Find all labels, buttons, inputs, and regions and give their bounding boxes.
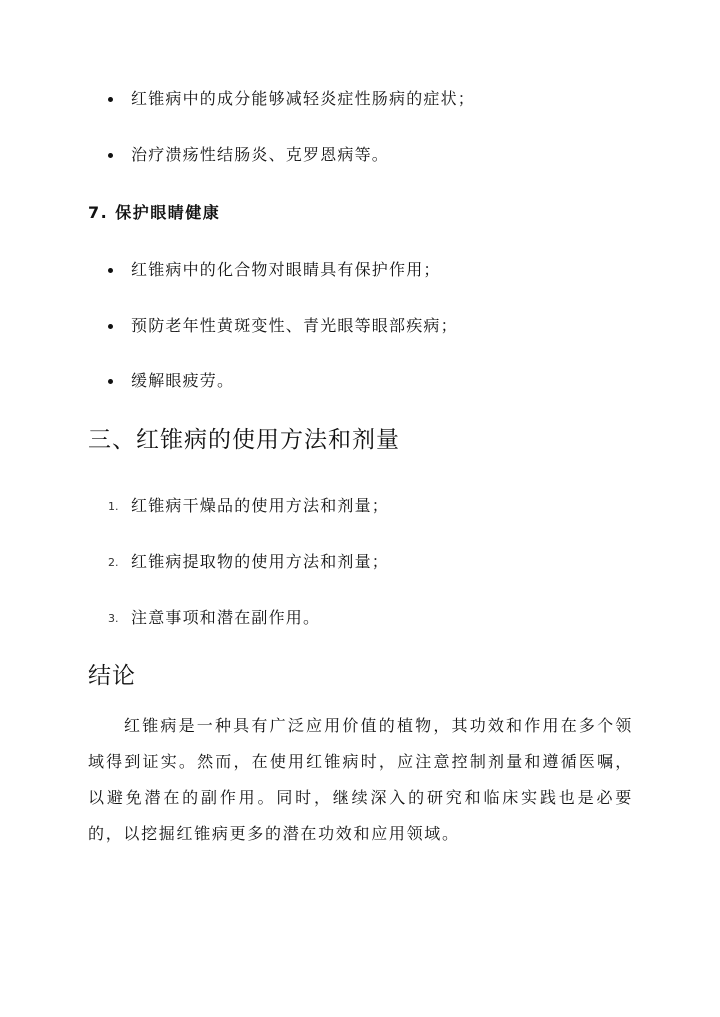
bullet-dot-icon <box>108 379 113 384</box>
list-item-text: 缓解眼疲劳。 <box>131 371 235 390</box>
list-item-text: 预防老年性黄斑变性、青光眼等眼部疾病； <box>131 316 458 335</box>
list-item-text: 红锥病中的化合物对眼睛具有保护作用； <box>131 260 441 279</box>
conclusion-heading: 结论 <box>88 663 136 689</box>
section-heading: 三、红锥病的使用方法和剂量 <box>88 427 400 453</box>
list-item-text: 治疗溃疡性结肠炎、克罗恩病等。 <box>131 145 390 164</box>
bullet-dot-icon <box>108 324 113 329</box>
conclusion-paragraph: 红锥病是一种具有广泛应用价值的植物，其功效和作用在多个领域得到证实。然而，在使用红锥病时，应注意控制剂量和遵循医嘱，以避免潜在的副作用。同时，继续深入的研究和临床实践也是必要的，以挖掘红锥病更多的潜在功效和应用领域。 <box>88 716 633 843</box>
item-number: 1. <box>108 500 119 513</box>
numbered-item-text: 红锥病提取物的使用方法和剂量； <box>131 552 390 571</box>
list-item-text: 红锥病中的成分能够减轻炎症性肠病的症状； <box>131 89 476 108</box>
bullet-dot-icon <box>108 153 113 158</box>
subsection-heading: 7. 保护眼睛健康 <box>88 203 221 222</box>
numbered-item-text: 注意事项和潜在副作用。 <box>131 608 321 627</box>
bullet-dot-icon <box>108 268 113 273</box>
bullet-dot-icon <box>108 97 113 102</box>
item-number: 2. <box>108 556 119 569</box>
numbered-item-text: 红锥病干燥品的使用方法和剂量； <box>131 496 390 515</box>
item-number: 3. <box>108 612 119 625</box>
